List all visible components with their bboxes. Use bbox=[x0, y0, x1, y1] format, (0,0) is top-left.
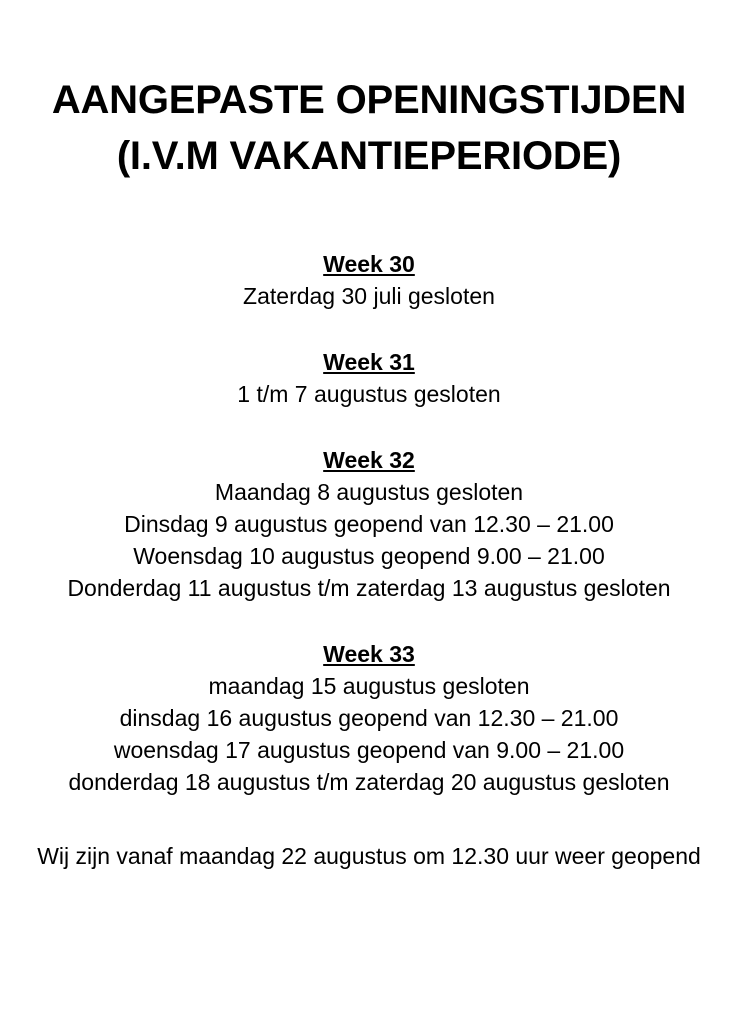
week-line: 1 t/m 7 augustus gesloten bbox=[237, 381, 501, 407]
closing-note: Wij zijn vanaf maandag 22 augustus om 12.30 uur weer geopend bbox=[37, 843, 701, 869]
week-section-32 bbox=[0, 444, 738, 604]
week-line: Maandag 8 augustus gesloten bbox=[214, 479, 524, 505]
page-title-line-1: AANGEPASTE OPENINGSTIJDEN bbox=[51, 78, 687, 122]
page-title-line-2: (I.V.M VAKANTIEPERIODE) bbox=[116, 134, 622, 178]
week-line: Donderdag 11 augustus t/m zaterdag 13 augustus gesloten bbox=[67, 575, 671, 601]
week-section-30 bbox=[0, 248, 738, 312]
week-heading-33: Week 33 bbox=[323, 641, 415, 667]
week-heading-32: Week 32 bbox=[323, 447, 415, 473]
week-line: Zaterdag 30 juli gesloten bbox=[243, 283, 495, 309]
week-line: donderdag 18 augustus t/m zaterdag 20 augustus gesloten bbox=[68, 769, 670, 795]
week-heading-30: Week 30 bbox=[323, 251, 415, 277]
week-line: dinsdag 16 augustus geopend van 12.30 – 21.00 bbox=[119, 705, 619, 731]
week-heading-31: Week 31 bbox=[323, 349, 415, 375]
page-title bbox=[0, 0, 738, 184]
week-line: woensdag 17 augustus geopend van 9.00 – 21.00 bbox=[113, 737, 625, 763]
week-line: Woensdag 10 augustus geopend 9.00 – 21.00 bbox=[133, 543, 605, 569]
week-line: maandag 15 augustus gesloten bbox=[208, 673, 530, 699]
week-line: Dinsdag 9 augustus geopend van 12.30 – 21.00 bbox=[124, 511, 614, 537]
schedule-body bbox=[0, 248, 738, 872]
week-section-31 bbox=[0, 346, 738, 410]
week-section-33 bbox=[0, 638, 738, 798]
